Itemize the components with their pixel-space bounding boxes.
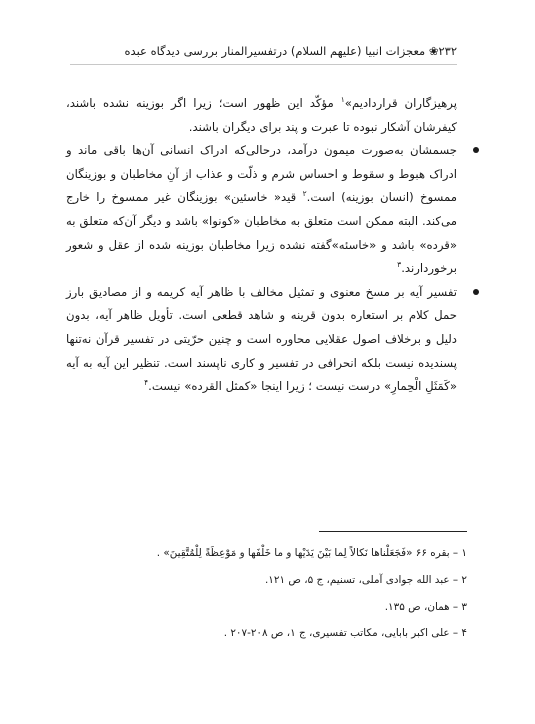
footnote-ref-4[interactable]: ۴	[144, 378, 149, 388]
footnote-ref-2[interactable]: ۲	[302, 189, 307, 199]
footnote-1: ۱ – بقره ۶۶ «فَجَعَلْناها نَكالاً لِما بَيْنَ يَدَيْها و ما خَلْفَها و مَوْعِظَةً لِلْمُتَّقِينَ» .	[156, 547, 467, 559]
bullet-icon	[473, 289, 479, 295]
footnote-separator	[319, 531, 467, 532]
bullet-item-1	[66, 139, 457, 281]
footnote-ref-3[interactable]: ۳	[397, 260, 402, 270]
bullet-2-text: تفسیر آیه بر مسخ معنوی و تمثیل مخالف با ظاهر آیه کریمه و از مصادیق بارز حمل کلام بر استعاره بدون قرینه و شاهد قطعی است. تأویل ظاهر آیه، بدون دلیل و برخلاف اصول عقلایی محاوره است و چنین حرّیتی در تفسیر قرآن نه‌تنها پسندیده نیست بلکه انحرافی در تفسیر و کاری ناپسند است. تنظیر این آیه به آیه «کَمَثَلِ الْحِمارِ» درست نیست ؛ زیرا اینجا «کمثل القرده» نیست.	[66, 284, 457, 394]
bullet-item-2	[66, 281, 457, 399]
footnote-2: ۲ – عبد الله جوادی آملی، تسنیم، ج ۵، ص ۱۲۱.	[264, 573, 467, 586]
header-rule	[70, 64, 457, 65]
footnote-ref-1[interactable]: ۱	[340, 95, 345, 105]
footnotes	[67, 540, 467, 647]
running-header: ۲۳۲❀ معجزات انبیا (علیهم السلام) درتفسیرالمنار بررسی دیدگاه عبده	[124, 44, 457, 58]
bullet-icon	[473, 147, 479, 153]
footnote-3: ۳ – همان، ص ۱۳۵.	[384, 600, 467, 613]
intro-text-continued: مؤکّد این ظهور است؛ زیرا اگر بوزینه نشده باشند، کیفرشان آشکار نبوده تا عبرت و پند برای دیگران باشند.	[66, 96, 457, 134]
intro-paragraph	[66, 92, 457, 139]
intro-text: پرهیزگاران قراردادیم»	[344, 96, 457, 110]
bullet-1-text-continued: قید« خاسئین» بوزینگان غیر ممسوخ را خارج می‌کند. البته ممکن است متعلق به مخاطبان «کونوا» باشد و دیگر آن‌که متعلق به «قرده» باشد و «خاسئه»گفته نشده زیرا مخاطبان بوزینه شده از عقل و شعور برخوردارند.	[66, 190, 457, 276]
body-text	[66, 92, 457, 399]
bullet-1-text: جسمشان به‌صورت میمون درآمد، درحالی‌که ادراک انسانی آن‌ها باقی ماند و ادراک هبوط و سقوط و احساس شرم و ذلّت و عذاب از آنِ مخاطبان و بوزینگان ممسوخ (انسان بوزینه) است.	[66, 143, 457, 205]
footnote-4: ۴ – علی اکبر بابایی، مکاتب تفسیری، ج ۱، ص ۲۰۸-۲۰۷ .	[223, 627, 467, 640]
